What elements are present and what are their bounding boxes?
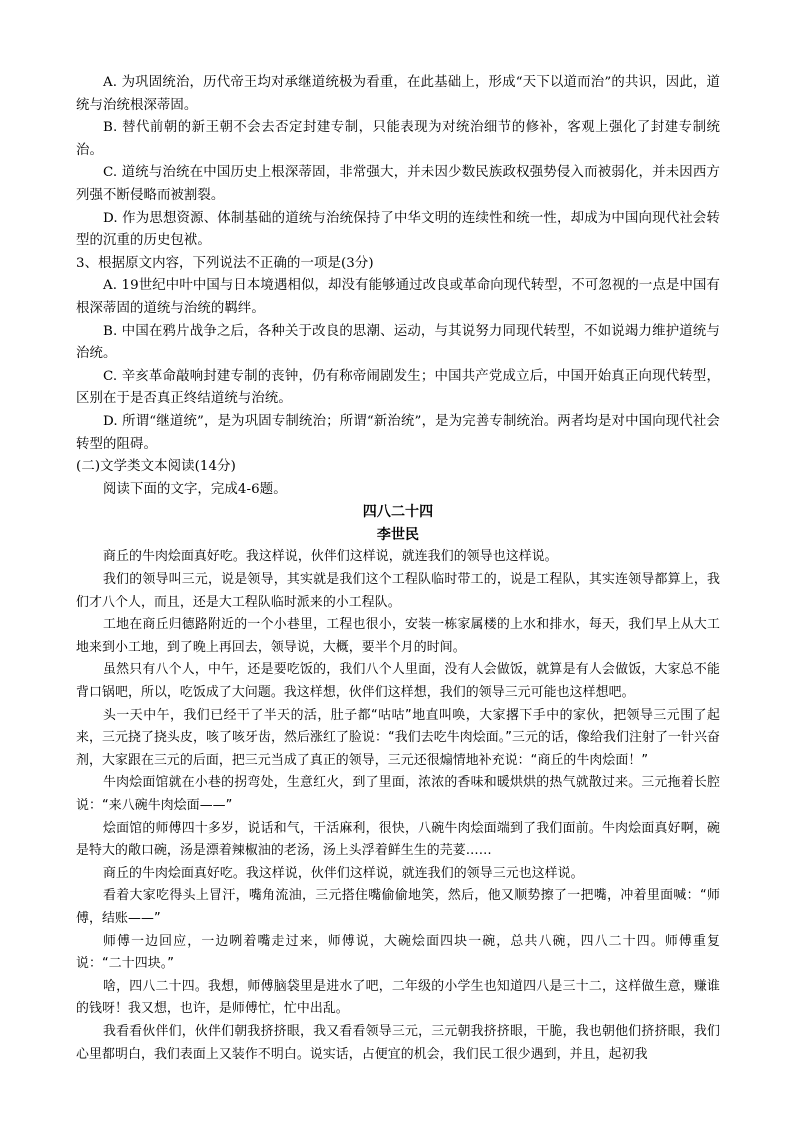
option-3c: C. 辛亥革命敲响封建专制的丧钟，仍有称帝闹剧发生；中国共产党成立后，中国开始真正向现代转型，区别在于是否真正终结道统与治统。	[76, 368, 720, 407]
option-2d: D. 作为思想资源、体制基础的道统与治统保持了中华文明的连续性和统一性，却成为中国向现代社会转型的沉重的历史包袱。	[76, 210, 720, 249]
story-paragraph: 我们的领导叫三元，说是领导，其实就是我们这个工程队临时带工的，说是工程队，其实连领导都算上，我们才八个人，而且，还是大工程队临时派来的小工程队。	[76, 572, 720, 610]
story-author: 李世民	[376, 526, 420, 543]
question3	[76, 253, 720, 456]
option-2b: B. 替代前朝的新王朝不会去否定封建专制，只能表现为对统治细节的修补，客观上强化了封建专制统治。	[76, 120, 720, 158]
section-heading: (二)文学类文本阅读(14分)	[76, 459, 236, 475]
section-instruction: 阅读下面的文字，完成4-6题。	[103, 481, 287, 497]
story-paragraph: 商丘的牛肉烩面真好吃。我这样说，伙伴们这样说，就连我们的领导也这样说。	[103, 549, 558, 565]
story-body	[76, 546, 720, 1066]
story-paragraph: 牛肉烩面馆就在小巷的拐弯处，生意红火，到了里面，浓浓的香味和暖烘烘的热气就散过来。三元拖着长腔说：“来八碗牛肉烩面——”	[76, 775, 720, 813]
story-paragraph: 师傅一边回应，一边咧着嘴走过来，师傅说，大碗烩面四块一碗，总共八碗，四八二十四。师傅重复说：“二十四块。”	[76, 933, 720, 972]
story-paragraph: 啥，四八二十四。我想，师傅脑袋里是进水了吧，二年级的小学生也知道四八是三十二，这样做生意，赚谁的钱呀！我又想，也许，是师傅忙，忙中出乱。	[76, 978, 720, 1017]
option-3b: B. 中国在鸦片战争之后，各种关于改良的思潮、运动，与其说努力同现代转型，不如说竭力维护道统与治统。	[76, 323, 720, 362]
story-paragraph: 头一天中午，我们已经干了半天的活，肚子都“咕咕”地直叫唤，大家撂下手中的家伙，把领导三元围了起来，三元挠了挠头皮，咳了咳牙齿，然后涨红了脸说：“我们去吃牛肉烩面。”三元的话，像给我们注射了一针兴奋剂，大家跟在三元的后面，把三元当成了真正的领导，三元还很煽情地补充说：“商丘的牛肉烩面！”	[76, 707, 720, 768]
question3-stem: 3、根据原文内容，下列说法不正确的一项是(3分)	[76, 255, 374, 271]
option-2c: C. 道统与治统在中国历史上根深蒂固，非常强大，并未因少数民族政权强势侵入而被弱化，并未因西方列强不断侵略而被割裂。	[76, 165, 720, 203]
option-3a: A. 19世纪中叶中国与日本境遇相似，却没有能够通过改良或革命向现代转型，不可忽视的一点是中国有根深蒂固的道统与治统的羁绊。	[76, 278, 720, 316]
story-paragraph: 工地在商丘归德路附近的一个小巷里，工程也很小，安装一栋家属楼的上水和排水，每天，我们早上从大工地来到小工地，到了晚上再回去，领导说，大概，要半个月的时间。	[76, 617, 720, 655]
story-paragraph: 我看看伙伴们，伙伴们朝我挤挤眼，我又看看领导三元，三元朝我挤挤眼，干脆，我也朝他们挤挤眼，我们心里都明白，我们表面上又装作不明白。说实话，占便宜的机会，我们民工很少遇到，并且，起初我	[76, 1023, 720, 1062]
story-paragraph: 商丘的牛肉烩面真好吃。我这样说，伙伴们这样说，就连我们的领导三元也这样说。	[103, 865, 584, 881]
option-3d: D. 所谓“继道统”，是为巩固专制统治；所谓“新治统”，是为完善专制统治。两者均是对中国向现代社会转型的阻碍。	[76, 413, 720, 452]
story-title: 四八二十四	[362, 504, 434, 521]
exam-page	[76, 72, 720, 1066]
option-2a: A. 为巩固统治，历代帝王均对承继道统极为看重，在此基础上，形成“天下以道而治”的共识，因此，道统与治统根深蒂固。	[76, 75, 720, 113]
question2-options	[76, 72, 720, 253]
story-paragraph: 烩面馆的师傅四十多岁，说话和气，干活麻利，很快，八碗牛肉烩面端到了我们面前。牛肉烩面真好啊，碗是特大的敞口碗，汤是漂着辣椒油的老汤，汤上头浮着鲜生生的芫荽……	[76, 820, 720, 859]
story-paragraph: 看着大家吃得头上冒汗，嘴角流油，三元搭住嘴偷偷地笑，然后，他又顺势擦了一把嘴，冲着里面喊：“师傅，结账——”	[76, 888, 720, 926]
story-paragraph: 虽然只有八个人，中午，还是要吃饭的，我们八个人里面，没有人会做饭，就算是有人会做饭，大家总不能背口锅吧，所以，吃饭成了大问题。我这样想，伙伴们这样想，我们的领导三元可能也这样想吧。	[76, 662, 720, 701]
